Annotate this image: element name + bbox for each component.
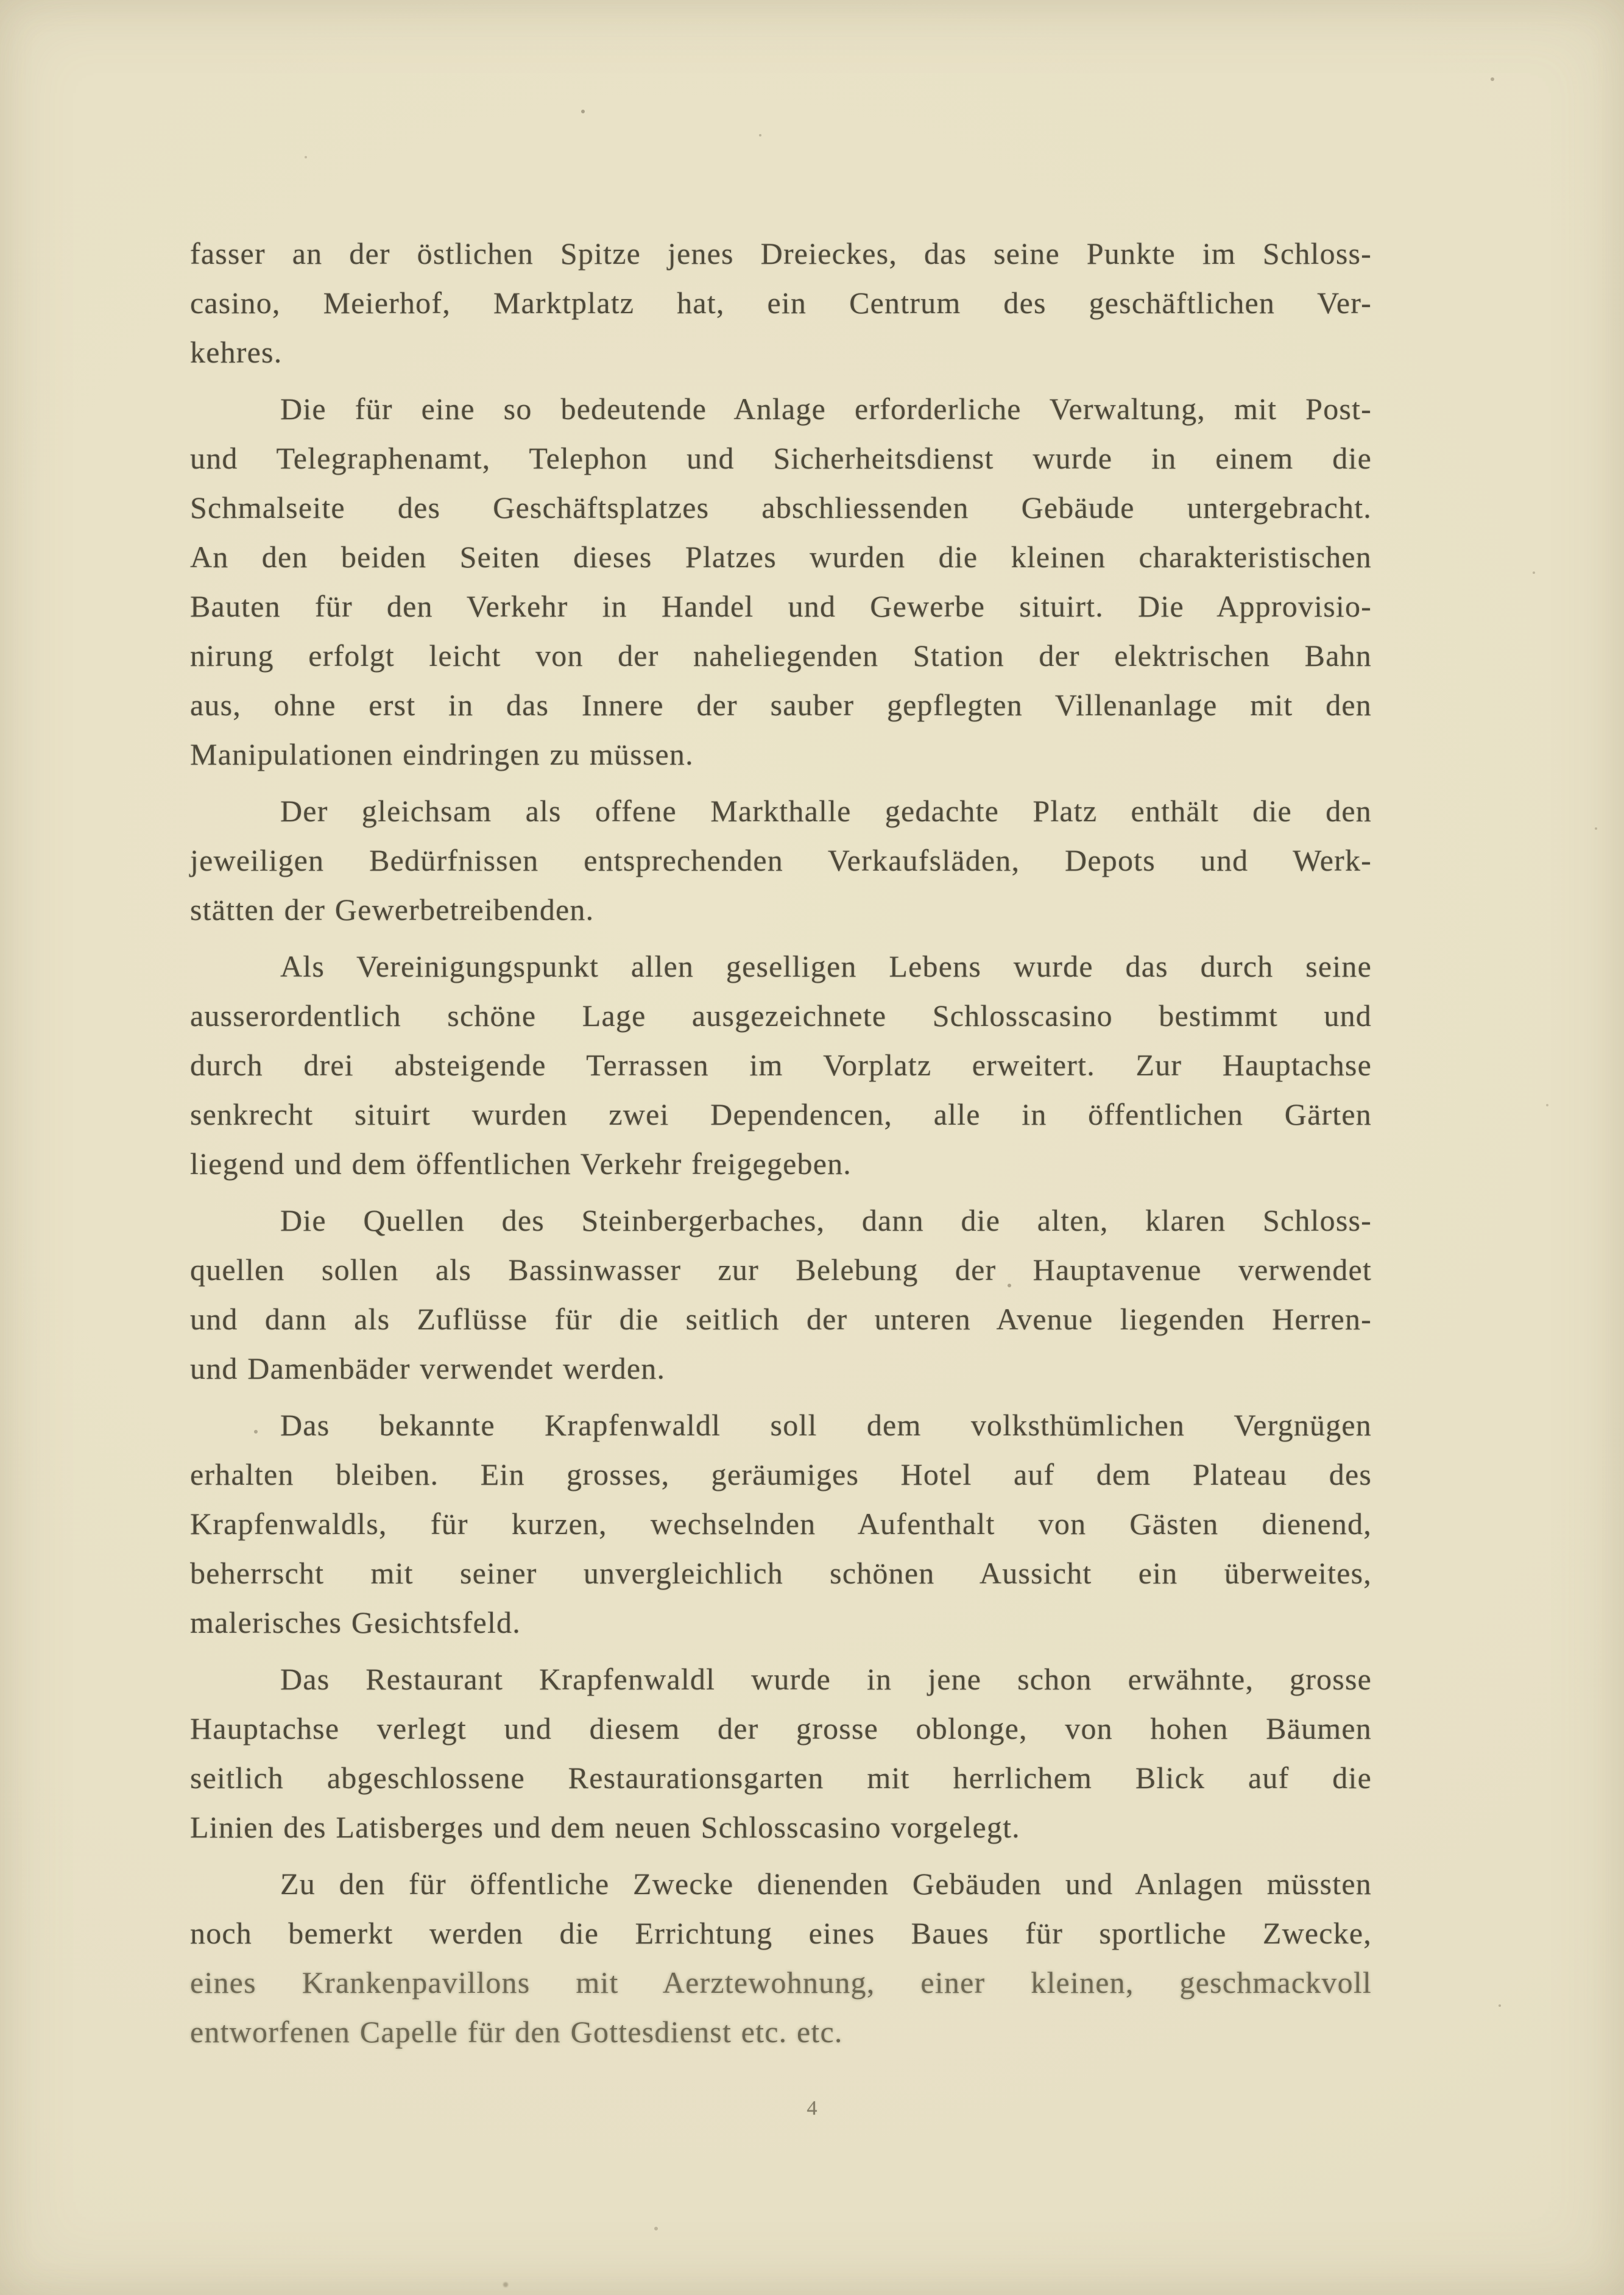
text-line: durch drei absteigende Terrassen im Vorplatz erweitert. Zur Hauptachse xyxy=(190,1048,1372,1082)
text-line: Krapfenwaldls, für kurzen, wechselnden Aufenthalt von Gästen dienend, xyxy=(190,1507,1372,1541)
paragraph xyxy=(190,229,1372,377)
text-line: fasser an der östlichen Spitze jenes Dreieckes, das seine Punkte im Schloss- xyxy=(190,236,1372,271)
text-line: und dann als Zuflüsse für die seitlich der unteren Avenue liegenden Herren- xyxy=(190,1302,1372,1336)
text-line: Als Vereinigungspunkt allen geselligen Lebens wurde das durch seine xyxy=(280,949,1372,983)
text-line: und Damenbäder verwendet werden. xyxy=(190,1351,666,1385)
paragraph xyxy=(190,1401,1372,1647)
text-line: aus, ohne erst in das Innere der sauber gepflegten Villenanlage mit den xyxy=(190,688,1372,722)
paragraph xyxy=(190,1196,1372,1393)
text-line: Der gleichsam als offene Markthalle gedachte Platz enthält die den xyxy=(280,794,1372,828)
text-line: Die Quellen des Steinbergerbaches, dann die alten, klaren Schloss- xyxy=(280,1203,1372,1237)
text-line: beherrscht mit seiner unvergleichlich schönen Aussicht ein überweites, xyxy=(190,1556,1372,1590)
paragraph xyxy=(190,384,1372,779)
text-line: eines Krankenpavillons mit Aerztewohnung, einer kleinen, geschmackvoll xyxy=(190,1965,1372,2000)
paper-specks xyxy=(0,0,2,2)
text-line: und Telegraphenamt, Telephon und Sicherheitsdienst wurde in einem die xyxy=(190,441,1372,475)
text-line: nirung erfolgt leicht von der naheliegenden Station der elektrischen Bahn xyxy=(190,638,1372,673)
text-line: quellen sollen als Bassinwasser zur Belebung der Hauptavenue verwendet xyxy=(190,1253,1372,1287)
text-line: senkrecht situirt wurden zwei Dependencen, alle in öffentlichen Gärten xyxy=(190,1097,1372,1131)
page-number: 4 xyxy=(807,2097,817,2120)
text-line: noch bemerkt werden die Errichtung eines Baues für sportliche Zwecke, xyxy=(190,1916,1372,1950)
text-line: stätten der Gewerbetreibenden. xyxy=(190,893,595,927)
paragraph xyxy=(190,787,1372,935)
text-line: Bauten für den Verkehr in Handel und Gewerbe situirt. Die Approvisio- xyxy=(190,589,1372,623)
text-line: Hauptachse verlegt und diesem der grosse oblonge, von hohen Bäumen xyxy=(190,1711,1372,1745)
text-line: ausserordentlich schöne Lage ausgezeichnete Schlosscasino bestimmt und xyxy=(190,999,1372,1033)
paragraph xyxy=(190,1859,1372,2057)
paragraph xyxy=(190,1655,1372,1852)
text-line: Manipulationen eindringen zu müssen. xyxy=(190,737,694,771)
text-block xyxy=(190,229,1372,2057)
text-line: Linien des Latisberges und dem neuen Schlosscasino vorgelegt. xyxy=(190,1810,1020,1844)
text-line: casino, Meierhof, Marktplatz hat, ein Centrum des geschäftlichen Ver- xyxy=(190,286,1372,320)
text-line: jeweiligen Bedürfnissen entsprechenden Verkaufsläden, Depots und Werk- xyxy=(190,843,1372,877)
text-line: erhalten bleiben. Ein grosses, geräumiges Hotel auf dem Plateau des xyxy=(190,1457,1372,1491)
text-line: Zu den für öffentliche Zwecke dienenden Gebäuden und Anlagen müssten xyxy=(280,1867,1372,1901)
text-line: An den beiden Seiten dieses Platzes wurden die kleinen charakteristischen xyxy=(190,540,1372,574)
text-line: Das Restaurant Krapfenwaldl wurde in jene schon erwähnte, grosse xyxy=(280,1662,1372,1696)
text-line: Das bekannte Krapfenwaldl soll dem volksthümlichen Vergnügen xyxy=(280,1408,1372,1442)
paragraph xyxy=(190,942,1372,1189)
text-line: entworfenen Capelle für den Gottesdienst etc. etc. xyxy=(190,2015,843,2049)
text-line: Schmalseite des Geschäftsplatzes abschliessenden Gebäude untergebracht. xyxy=(190,490,1372,525)
text-line: Die für eine so bedeutende Anlage erforderliche Verwaltung, mit Post- xyxy=(280,392,1372,426)
text-line: kehres. xyxy=(190,335,283,369)
text-line: liegend und dem öffentlichen Verkehr freigegeben. xyxy=(190,1147,852,1181)
text-line: malerisches Gesichtsfeld. xyxy=(190,1605,521,1639)
text-line: seitlich abgeschlossene Restaurationsgarten mit herrlichem Blick auf die xyxy=(190,1761,1372,1795)
